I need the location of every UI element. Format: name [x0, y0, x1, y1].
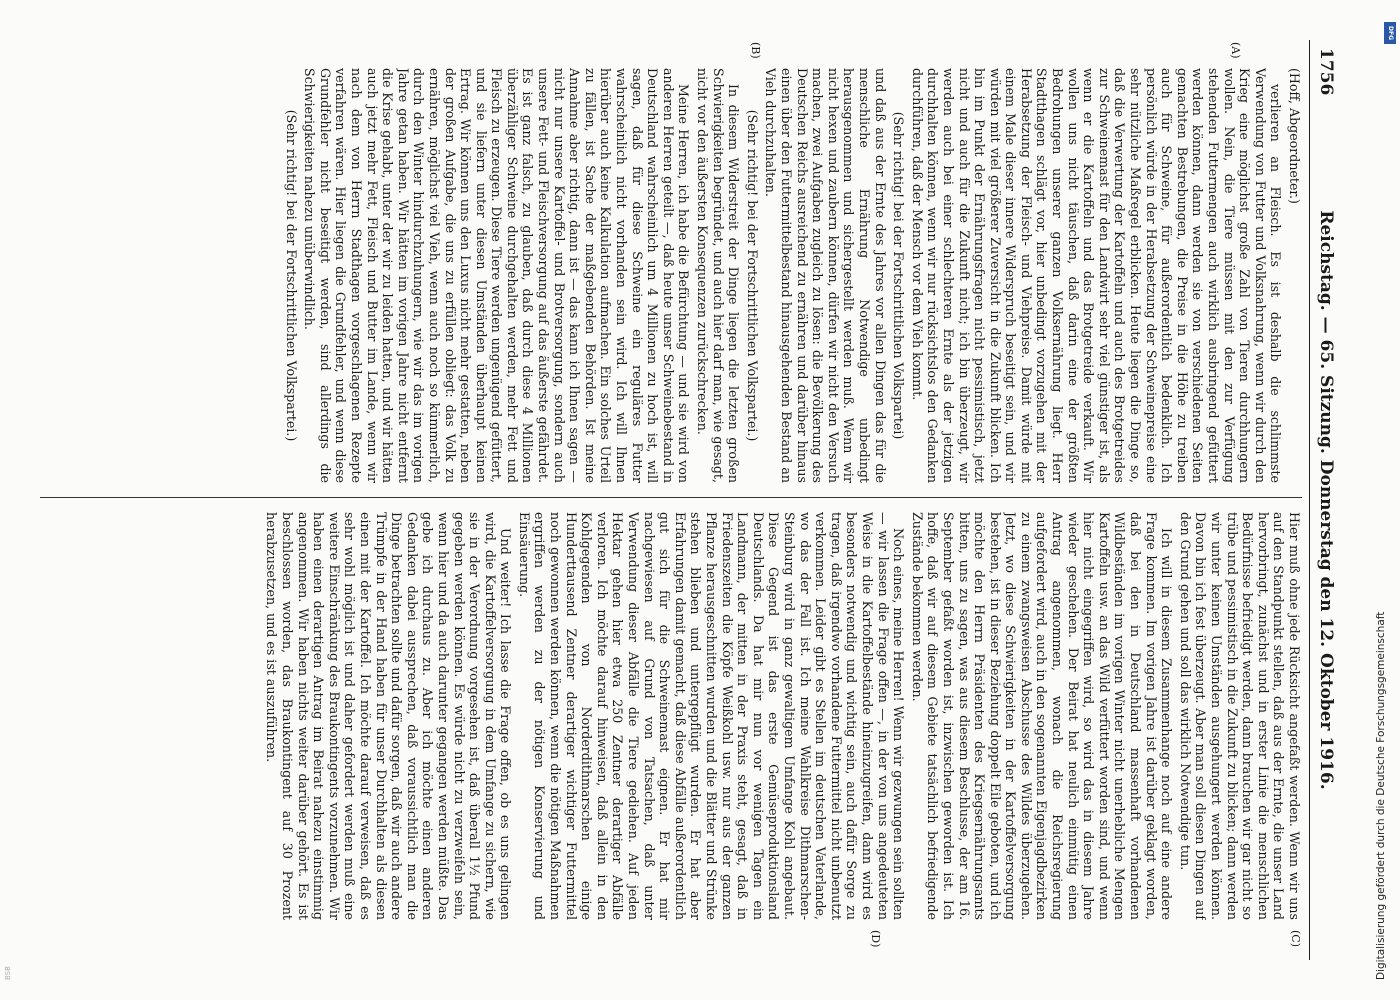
paragraph: Noch eines, meine Herren! Wenn wir gezwungen sein sollten — wir lassen die Frage offen —, in der von uns angedeuteten Weise in die Kartoffelbestände hineinzugreifen, dann wird es besonders notwendig und wichtig sein, auch dafür Sorge zu tragen, daß irgendwo vorhandene Futtermittel nicht unbenutzt verkommen. Leider gibt es Stellen im deutschen Vaterlande, wo das der Fall ist. Ich meine Wahlkreise Dithmarschen-Steinburg wird in ganz gewaltigem Umfange Kohl angebaut. Diese Gegend ist das erste Gemüseproduktionsland Deutschlands. Da hat mir nun vor wenigen Tagen ein Landmann, der mitten in der Praxis steht, gesagt, daß in Friedenszeiten die Köpfe Weißkohl usw. nur aus der ganzen Pflanze herausgeschnitten wurden und die Blätter und Strünke stehen blieben und untergepflügt wurden. Er hat aber Erfahrungen damit gemacht, daß diese Abfälle außerordentlich gut sich für die Schweinemast eignen. Er hat mir nachgewiesen auf Grund von Tatsachen, daß unter Verwendung dieser Abfälle die Tiere gediehen. Auf jeden Hektar gehen hier etwa 250 Zentner derartiger Abfälle verloren. Ich möchte darauf hinweisen, daß allein in den Kohlgegenden von Norderdithmarschen einige Hunderttausend Zentner derartiger wichtiger Futtermittel noch gewonnen werden können, wenn die nötigen Maßnahmen ergriffen werden zu der nötigen Konservierung und Einsäuerung. — [516, 512, 907, 920]
paragraph: verlieren an Fleisch. Es ist deshalb die schlimmste Verwendung von Futter und Volksnahrung, wenn wir durch den Krieg eine möglichst große Zahl von Tieren durchhungern wollen. Nein, die Tiere müssen mit den zur Verfügung stehenden Futtermengen auch wirklich ausbringend gefüttert werden können, dann werden sie von verschiedenen Seiten gemachten Bestrebungen, die Preise in die Höhe zu treiben auch für Schweine, für außerordentlich bedenklich. Ich persönlich würde in der Herabsetzung der Schweinepreise eine sehr nützliche Maßregel erblicken. Heute liegen die Dinge so, daß die Verwertung der Kartoffeln und auch des Brotgetreides zur Schweinemast für den Landwirt sehr viel günstiger ist, als wenn er die Kartoffeln und das Brotgetreide verkauft. Wir wollen uns nicht täuschen, daß darin eine der größten Bedrohungen unserer ganzen Volksernährung liegt. Herr Stadtthagen schlägt vor, hier unbedingt vorzugehen mit der Herabsetzung der Fleisch- und Viehpreise. Damit würde mit einem Male dieser innere Widerspruch beseitigt sein, und wir würden mit viel größerer Zuversicht in die Zukunft blicken. Ich bin im Punkt der Ernährungsfragen nicht pessimistisch, jetzt nicht und auch für die Zukunft nicht; ich bin überzeugt, wir werden auch bei einer schlechteren Ernte als der jetzigen durchhalten können, wenn wir nur rücksichtslos den Gedanken durchführen, daß der Mensch vor dem Vieh kommt. — [909, 68, 1284, 483]
interjection: (Sehr richtig! bei der Fortschrittlichen Volkspartei.) — [283, 109, 299, 442]
margin-marker-b: (B) — [749, 42, 762, 59]
paragraph: Ich will in diesem Zusammenhange noch auf eine andere Frage kommen. Im vorigen Jahre ist darüber geklagt worden, daß bei den in Deutschland massenhaft vorhandenen Wildbeständen im vorigen Winter nicht unerhebliche Mengen Kartoffeln usw. an das Wild verfüttert worden sind, und wenn hier nicht eingegriffen wird, so wird das in diesem Jahre wieder geschehen. Der Beirat hat neulich einmütig einen Antrag angenommen, wonach die Reichsregierung aufgefordert wird, auch in den sogenannten Eigenjagdbezirken zu einem zwangsweisen Abschusse des Wildes überzugehen. Jetzt, wo diese Schwierigkeiten in der Kartoffelversorgung bestehen, ist in dieser Beziehung doppelt Eile geboten, und ich möchte den Herrn Präsidenten des Kriegsernährungsamts bitten, uns zu sagen, was aus diesem Beschlusse, der am 16. September gefaßt worden ist, inzwischen geworden ist. Ich hoffe, daß wir auf diesem Gebiete tatsächlich befriedigende Zustände bekommen werden. — [909, 512, 1175, 920]
dfg-logo-icon: DFG — [1384, 22, 1396, 44]
interjection: (Sehr richtig! bei der Fortschrittlichen Volkspartei.) — [744, 109, 760, 442]
paragraph: Und weiter! Ich lasse die Frage offen, ob es uns gelingen wird, die Kartoffelversorgung in dem Umfange zu sichern, wie sie in der Verordnung vorgesehen ist, daß überall 1½ Pfund gegeben werden können. Es würde nicht zu verzweifeln sein, wenn hier und da auch darunter gegangen werden müßte. Das gebe ich durchaus zu. Aber ich möchte einen anderen Gedanken dabei aussprechen, daß voraussichtlich man die Dinge betrachten sollte und dafür sorgen, daß wir auch andere Trümpfe in der Hand haben für unser Durchhalten als diesen einen mit der Kartoffel. Ich möchte darauf verweisen, daß es sehr wohl möglich ist und daher gefordert werden muß eine weitere Einschränkung des Braukontingents vorzunehmen. Wir haben einen derartigen Antrag im Beirat nahezu einstimmig angenommen. Wir haben nichts weiter darüber gehört. Es ist beschlossen worden, das Braukontingent auf 30 Prozent herabzusetzen, und es ist auszuführen. — [264, 512, 514, 920]
paragraph: In diesem Widerstreit der Dinge liegen die letzten großen Schwierigkeiten begründet, und auch hier darf man, wie gesagt, nicht vor den äußersten Konsequenzen zurückschrecken. — [695, 68, 742, 483]
left-column — [40, 68, 1302, 483]
running-header — [1309, 40, 1338, 960]
interjection: (Sehr richtig! bei der Fortschrittlichen Volkspartei) — [891, 111, 907, 440]
page-number: 1756 — [1316, 48, 1336, 96]
digitization-credit: Digitalisierung gefördert durch die Deutsche Forschungsgemeinschaft — [1375, 611, 1387, 980]
print-sheet — [40, 40, 1338, 960]
margin-marker-d: (D) — [869, 930, 882, 948]
paragraph: und daß aus der Ernte des Jahres vor allen Dingen das für die menschliche Ernährung Notwendige unbedingt herausgenommen und sichergestellt werden muß. Wenn wir nicht hexen und zaubern können, dürfen wir nicht den Versuch machen, zwei Aufgaben zugleich zu lösen: die Bevölkerung des Deutschen Reichs ausreichend zu ernähren und darüber hinaus einen über den Futtermittelbestand hinausgehenden Bestand an Vieh durchzuhalten. — [763, 68, 888, 483]
margin-marker-a: (A) — [1229, 42, 1242, 59]
header-title: Reichstag. — 65. Sitzung. Donnerstag den 12. Oktober 1916. — [1316, 210, 1336, 790]
column-divider — [40, 497, 1302, 498]
page-body — [40, 40, 1302, 960]
library-watermark: BSB — [4, 966, 12, 980]
speaker-line: (Hoff, Abgeordneter.) — [1287, 68, 1302, 204]
margin-marker-c: (C) — [1289, 930, 1302, 947]
right-column — [40, 512, 1302, 920]
paragraph: Meine Herren, ich habe die Befürchtung — und sie wird von anderen Herren geteilt —, daß heute unser Schweinebestand in Deutschland wahrscheinlich um 4 Millionen zu hoch ist, will sagen, daß für diese Schweine ein reguläres Futter wahrscheinlich nicht vorhanden sein wird. Ich will Ihnen hierüber auch keine Kalkulation aufmachen. Ein solches Urteil zu fällen, ist Sache der maßgebenden Behörden. Ist meine Annahme aber richtig, dann ist — das kann ich Ihnen sagen — nicht nur unsere Kartoffel- und Brotversorgung, sondern auch unsere Fett- und Fleischversorgung auf das äußerste gefährdet. Es ist ganz falsch, zu glauben, daß durch diese 4 Millionen überzähliger Schweine durchgehalten werden, mehr Fett und Fleisch zu erzeugen. Diese Tiere werden ungenügend gefüttert, und sie liefern unter diesen Umständen überhaupt keinen Ertrag. Wir können uns den Luxus nicht mehr gestatten, neben der großen Aufgabe, die uns zu erfüllen obliegt: das Volk zu ernähren, möglichst viel Vieh, wenn auch noch so kümmerlich, durch den Winter hindurchzuhungern, wie wir das im vorigen Jahre getan haben. Wir hätten im vorigen Jahre nicht entfernt die Krise gehabt, unter der wir zu leiden hatten, und wir hätten auch jetzt mehr Fett, Fleisch und Butter im Lande, wenn wir nach dem von Herrn Stadthagen vorgeschlagenen Rezepte verfahren wären. Hier liegen die Grundfehler, und wenn diese Grundfehler nicht beseitigt werden, sind allerdings die Schwierigkeiten nahezu unüberwindlich. — [302, 68, 692, 483]
paragraph: Hier muß ohne jede Rücksicht angefaßt werden. Wenn wir uns auf den Standpunkt stellen, daß aus der Ernte, die unser Land hervorbringt, zunächst und in erster Linie die menschlichen Bedürfnisse befriedigt werden, dann brauchen wir gar nicht so trübe und pessimistisch in die Zukunft zu blicken; dann werden wir unter keinen Umständen ausgehungert werden können. Davon bin ich fest überzeugt. Aber man soll diesen Dingen auf den Grund gehen und soll das wirklich Notwendige tun. — [1177, 512, 1302, 920]
